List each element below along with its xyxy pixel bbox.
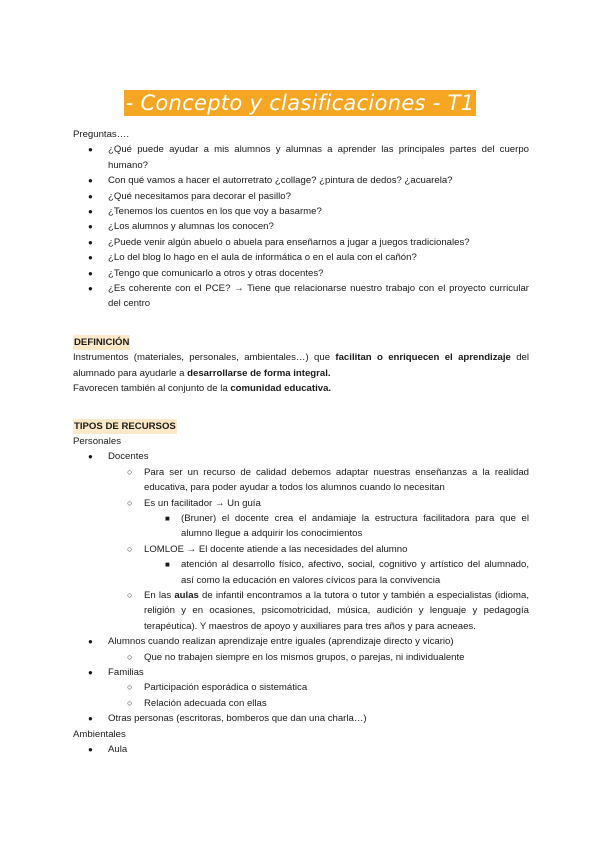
text-bold: desarrollarse de forma integral. <box>187 367 331 379</box>
list-item: ● ¿Puede venir algún abuelo o abuela para enseñarnos a jugar a juegos tradicionales? <box>73 235 529 250</box>
ambientales-list <box>73 742 529 757</box>
list-item: ● Otras personas (escritoras, bomberos que dan una charla…) <box>73 711 529 726</box>
lomloe-sublist <box>144 557 529 588</box>
list-item: ■ atención al desarrollo físico, afectivo, social, cognitivo y artístico del alumnado, así como la educación en valores cívicos para la convivencia <box>73 557 529 588</box>
docentes-sublist <box>108 465 529 634</box>
definition-paragraph-2 <box>73 381 529 396</box>
personales-list <box>73 449 529 726</box>
definition-paragraph <box>73 350 529 381</box>
list-item: ● ¿Los alumnos y alumnas los conocen? <box>73 219 529 234</box>
text-run: Instrumentos (materiales, personales, ambientales…) que <box>73 352 336 364</box>
list-item <box>73 542 529 588</box>
facilitador-sublist <box>144 511 529 542</box>
list-item: ● ¿Tengo que comunicarlo a otros y otras docentes? <box>73 266 529 281</box>
list-item: ○ Relación adecuada con ellas <box>73 696 529 711</box>
questions-list <box>73 142 529 311</box>
text-bold: facilitan o enriquecen el aprendizaje <box>335 352 511 364</box>
item-facilitador: Es un facilitador → Un guía <box>144 497 261 509</box>
item-lomloe: LOMLOE → El docente atiende a las necesidades del alumno <box>144 543 408 555</box>
list-item: ○ Para ser un recurso de calidad debemos adaptar nuestras enseñanzas a la realidad educativa, para poder ayudar a todos los alumnos cuando lo necesitan <box>73 465 529 496</box>
list-item <box>73 665 529 711</box>
subsection-ambientales: Ambientales <box>73 728 126 740</box>
list-item: ● ¿Qué necesitamos para decorar el pasillo? <box>73 189 529 204</box>
title-area <box>0 90 600 116</box>
list-item <box>73 588 529 634</box>
text-run: En las <box>144 589 175 601</box>
page-title: - Concepto y clasificaciones - T1 <box>125 91 475 115</box>
item-familias: Familias <box>108 667 144 678</box>
alumnos-sublist <box>108 650 529 665</box>
subsection-personales: Personales <box>73 435 121 447</box>
section-heading-tipos: TIPOS DE RECURSOS <box>73 419 177 434</box>
list-item: ● ¿Es coherente con el PCE? → Tiene que relacionarse nuestro trabajo con el proyecto curricular del centro <box>73 281 529 312</box>
item-alumnos: Alumnos cuando realizan aprendizaje entre iguales (aprendizaje directo y vicario) <box>108 636 454 648</box>
text-run: de infantil encontramos a la tutora o tutor y también a especialistas (idioma, religión y en ocasiones, psicomotricidad, música, audición y lenguaje y pedagogía terapéutica). Y maestros de apoyo y auxiliares para tres años y para acneaes. <box>144 589 529 632</box>
text-run: Favorecen también al conjunto de la <box>73 383 231 395</box>
document-body <box>73 127 529 757</box>
list-item <box>73 634 529 665</box>
familias-sublist <box>108 680 529 711</box>
text-bold: comunidad educativa. <box>230 383 332 395</box>
intro-label: Preguntas…. <box>73 129 129 140</box>
text-bold: aulas <box>174 589 199 601</box>
list-item: ● ¿Lo del blog lo hago en el aula de informática o en el aula con el cañón? <box>73 250 529 265</box>
section-heading-definicion: DEFINICIÓN <box>73 335 130 350</box>
list-item: ● Con qué vamos a hacer el autorretrato ¿collage? ¿pintura de dedos? ¿acuarela? <box>73 173 529 188</box>
text-run: del alumnado para ayudarle a <box>73 352 530 379</box>
list-item: ● ¿Tenemos los cuentos en los que voy a basarme? <box>73 204 529 219</box>
list-item <box>73 496 529 542</box>
list-item <box>73 449 529 634</box>
list-item: ■ (Bruner) el docente crea el andamiaje la estructura facilitadora para que el alumno llegue a adquirir los conocimientos <box>73 511 529 542</box>
list-item: ○ Participación esporádica o sistemática <box>73 680 529 695</box>
list-item: ○ Que no trabajen siempre en los mismos grupos, o parejas, ni individualente <box>73 650 529 665</box>
list-item: ● Aula <box>73 742 529 757</box>
list-item: ● ¿Qué puede ayudar a mis alumnos y alumnas a aprender las principales partes del cuerpo humano? <box>73 142 529 173</box>
item-docentes: Docentes <box>108 451 149 463</box>
